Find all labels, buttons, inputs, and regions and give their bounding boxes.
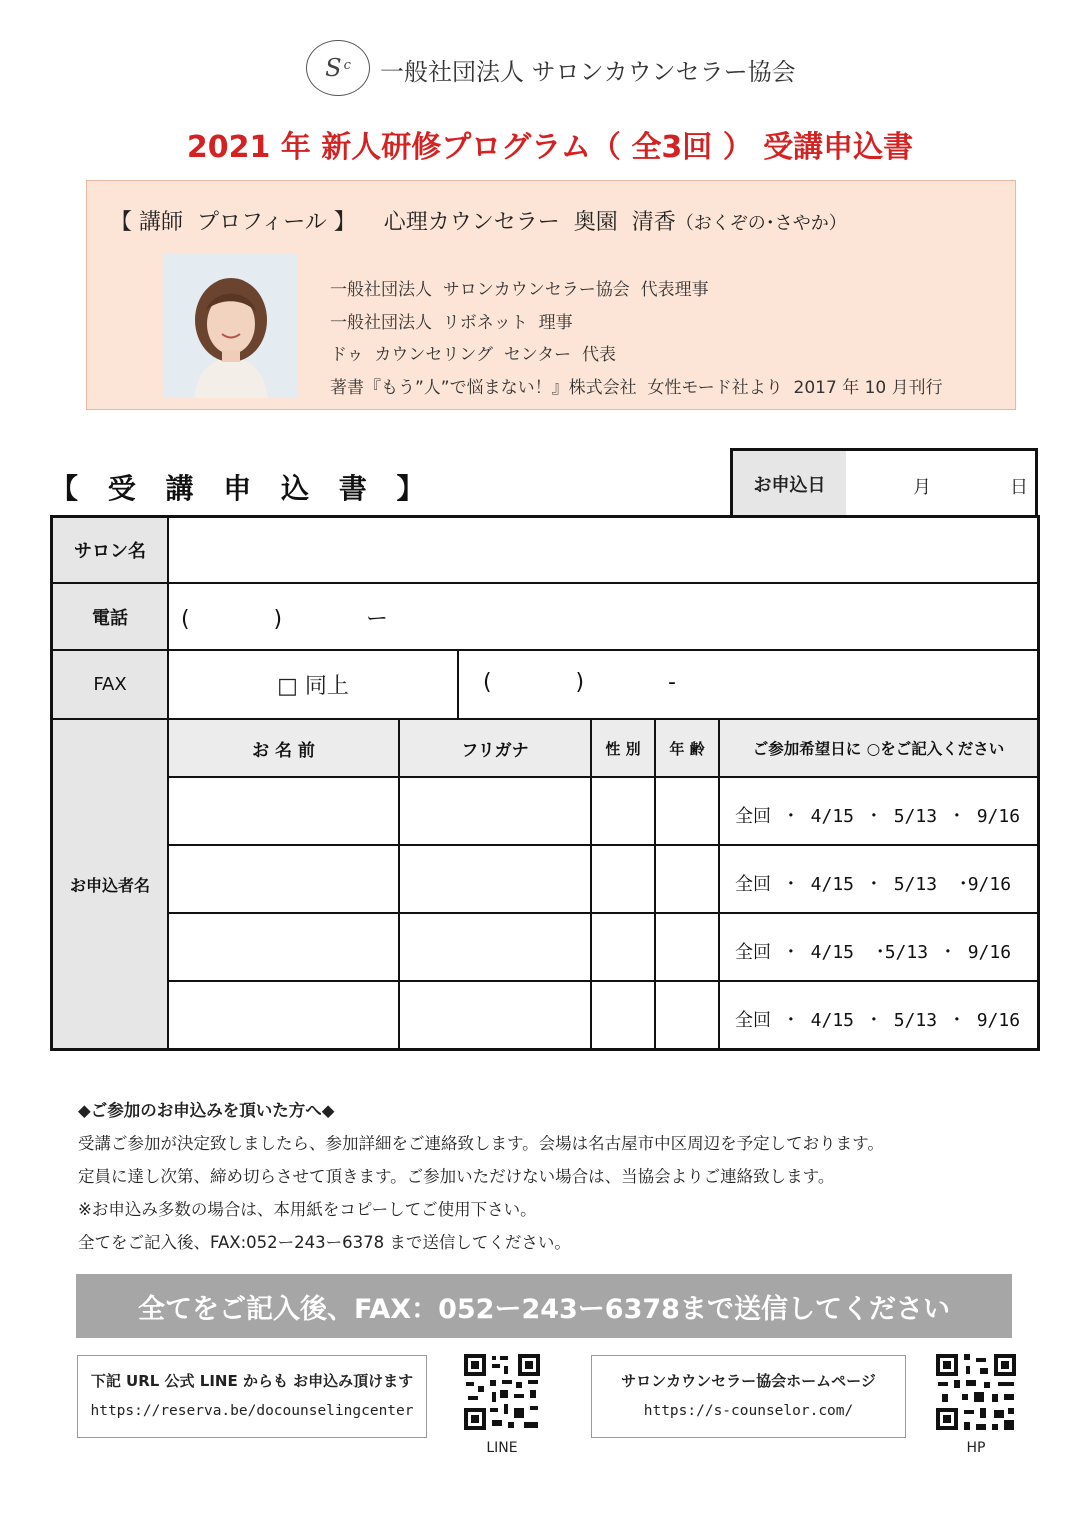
schedule-options[interactable]: 全回 ・ 4/15 ･5/13 ・ 9/16 <box>735 942 1012 963</box>
hp-link-box <box>591 1355 906 1438</box>
profile-lines <box>330 274 943 404</box>
column-age: 年 齢 <box>656 720 718 776</box>
line-box-url[interactable]: https://reserva.be/docounselingcenter <box>90 1403 414 1419</box>
fax-same-checkbox[interactable]: □ 同上 <box>277 674 349 699</box>
profile-line: 一般社団法人 サロンカウンセラー協会 代表理事 <box>330 280 709 300</box>
profile-heading <box>110 205 847 236</box>
notes-heading: ◆ご参加のお申込みを頂いた方へ◆ <box>78 1101 335 1120</box>
column-name: お 名 前 <box>169 720 398 776</box>
hp-box-title: サロンカウンセラー協会ホームページ <box>621 1372 876 1390</box>
application-date-box <box>730 448 1038 516</box>
fax-label: FAX <box>53 651 167 718</box>
phone-label: 電話 <box>53 584 167 649</box>
notes-line: 定員に達し次第、締め切らさせて頂きます。ご参加いただけない場合は、当協会よりご連絡致します。 <box>78 1167 835 1186</box>
column-furigana: フリガナ <box>400 720 590 776</box>
fax-banner: 全てをご記入後、FAX：052ー243ー6378まで送信してください <box>76 1274 1012 1338</box>
notes-line: ※お申込み多数の場合は、本用紙をコピーしてご使用下さい。 <box>78 1200 537 1219</box>
hp-box-url[interactable]: https://s-counselor.com/ <box>643 1403 854 1419</box>
line-link-box <box>77 1355 427 1438</box>
date-month-field[interactable]: 月 <box>913 477 931 498</box>
line-qr-code-icon[interactable] <box>462 1352 542 1432</box>
notes-line: 全てをご記入後、FAX:052ー243ー6378 まで送信してください。 <box>78 1233 571 1252</box>
column-preferred-dates: ご参加希望日に ○をご記入ください <box>720 720 1037 776</box>
applicant-name-field[interactable] <box>169 778 398 844</box>
fax-template: ( ) - <box>483 670 676 695</box>
applicants-label: お申込者名 <box>53 720 167 1048</box>
notes-line: 受講ご参加が決定致しましたら、参加詳細をご連絡致します。会場は名古屋市中区周辺を予定しております。 <box>78 1134 884 1153</box>
notes-section <box>78 1094 884 1259</box>
hp-qr-code-icon[interactable] <box>934 1352 1018 1432</box>
profile-heading-reading: （おくぞの･さやか） <box>675 213 847 234</box>
phone-template: ( ) ー <box>181 607 389 632</box>
hp-qr-label: HP <box>966 1440 986 1456</box>
application-form <box>50 515 1040 1051</box>
date-label: お申込日 <box>733 451 846 516</box>
org-name: 一般社団法人 サロンカウンセラー協会 <box>380 58 796 86</box>
logo-letter-small: c <box>343 57 351 73</box>
logo-letter: S <box>325 54 342 82</box>
date-day-field[interactable]: 日 <box>1010 477 1028 498</box>
schedule-options[interactable]: 全回 ・ 4/15 ・ 5/13 ･9/16 <box>735 874 1012 895</box>
logo-icon <box>306 40 370 96</box>
schedule-options[interactable]: 全回 ・ 4/15 ・ 5/13 ・ 9/16 <box>735 1010 1021 1031</box>
applicant-name-field[interactable] <box>169 846 398 912</box>
salon-name-field[interactable] <box>169 518 1037 582</box>
schedule-options[interactable]: 全回 ・ 4/15 ・ 5/13 ・ 9/16 <box>735 806 1021 827</box>
form-title: 【 受 講 申 込 書 】 <box>50 472 435 505</box>
salon-name-label: サロン名 <box>53 518 167 582</box>
profile-line: ドゥ カウンセリング センター 代表 <box>330 345 616 365</box>
profile-heading-text: 【 講師 プロフィール 】 心理カウンセラー 奥園 清香 <box>110 210 676 235</box>
line-box-title: 下記 URL 公式 LINE からも お申込み頂けます <box>90 1372 414 1390</box>
page-title: 2021 年 新人研修プログラム（ 全3回 ） 受講申込書 <box>186 130 914 165</box>
profile-line: 一般社団法人 リボネット 理事 <box>330 312 573 333</box>
profile-line: 著書『もう”人”で悩まない！』株式会社 女性モード社より 2017 年 10 月刊行 <box>330 377 943 398</box>
line-qr-label: LINE <box>486 1440 518 1456</box>
applicant-name-field[interactable] <box>169 982 398 1048</box>
applicant-name-field[interactable] <box>169 914 398 980</box>
instructor-photo <box>164 254 298 398</box>
column-gender: 性 別 <box>592 720 654 776</box>
